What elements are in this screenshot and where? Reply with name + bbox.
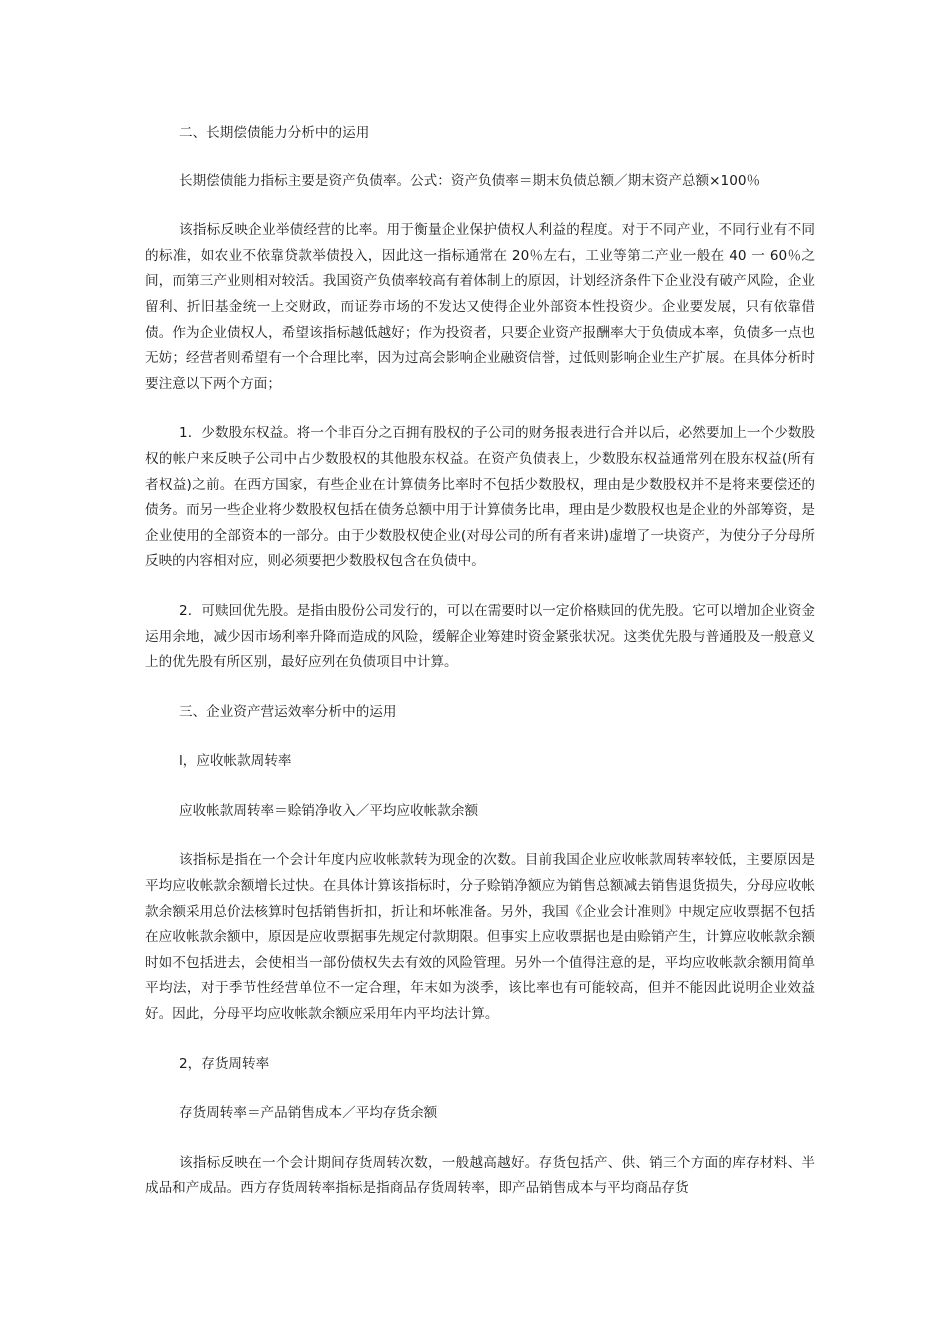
section-2-description-paragraph: 该指标反映企业举债经营的比率。用于衡量企业保护债权人利益的程度。对于不同产业，不同行业有不同的标准，如农业不依靠贷款举债投入，因此这一指标通常在 20％左右，工业等第二产业一般在 40 一 60％之间，而第三产业则相对较活。我国资产负债率较高有着体制上的原因，计划经济条件下企业没有破产风险，企业留利、折旧基金统一上交财政，而证券市场的不发达又使得企业外部资本性投资少。企业要发展，只有依靠借债。作为企业债权人，希望该指标越低越好；作为投资者，只要企业资产报酬率大于负债成本率，负债多一点也无妨；经营者则希望有一个合理比率，因为过高会影响企业融资信誉，过低则影响企业生产扩展。在具体分析时要注意以下两个方面； xyxy=(145,222,815,392)
document-page xyxy=(145,121,815,1202)
receivables-turnover-title: l，应收帐款周转率 xyxy=(179,753,292,770)
redeemable-preferred-paragraph: 2．可赎回优先股。是指由股份公司发行的，可以在需要时以一定价格赎回的优先股。它可以增加企业资金运用余地，减少因市场利率升降而造成的风险，缓解企业筹建时资金紧张状况。这类优先股与普通股及一般意义上的优先股有所区别，最好应列在负债项目中计算。 xyxy=(145,602,815,671)
inventory-turnover-formula: 存货周转率＝产品销售成本／平均存货余额 xyxy=(179,1105,438,1122)
receivables-turnover-paragraph: 该指标是指在一个会计年度内应收帐款转为现金的次数。目前我国企业应收帐款周转率较低，主要原因是平均应收帐款余额增长过快。在具体计算该指标时，分子赊销净额应为销售总额减去销售退货损失，分母应收帐款余额采用总价法核算时包括销售折扣，折让和坏帐准备。另外，我国《企业会计准则》中规定应收票据不包括在应收帐款余额中，原因是应收票据事先规定付款期限。但事实上应收票据也是由赊销产生，计算应收帐款余额时如不包括进去，会使相当一部份债权失去有效的风险管理。另外一个值得注意的是，平均应收帐款余额用简单平均法，对于季节性经营单位不一定合理，年末如为淡季，该比率也有可能较高，但并不能因此说明企业效益好。因此，分母平均应收帐款余额应采用年内平均法计算。 xyxy=(145,852,815,1023)
inventory-turnover-title: 2，存货周转率 xyxy=(179,1055,270,1072)
receivables-turnover-formula: 应收帐款周转率＝赊销净收入／平均应收帐款余额 xyxy=(179,802,479,819)
inventory-turnover-paragraph: 该指标反映在一个会计期间存货周转次数，一般越高越好。存货包括产、供、销三个方面的库存材料、半成品和产成品。西方存货周转率指标是指商品存货周转率，即产品销售成本与平均商品存货 xyxy=(145,1154,815,1197)
minority-interest-paragraph: 1．少数股东权益。将一个非百分之百拥有股权的子公司的财务报表进行合并以后，必然要加上一个少数股权的帐户来反映子公司中占少数股权的其他股东权益。在资产负债表上，少数股东权益通常列在股东权益(所有者权益)之前。在西方国家，有些企业在计算债务比率时不包括少数股权，理由是少数股权并不是将来要偿还的债务。而另一些企业将少数股权包括在债务总额中用于计算债务比串，理由是少数股权也是企业的外部筹资，是企业使用的全部资本的一部分。由于少数股权使企业(对母公司的所有者来讲)虚增了一块资产，为使分子分母所反映的内容相对应，则必须要把少数股权包含在负债中。 xyxy=(145,425,815,570)
section-2-formula-paragraph: 长期偿债能力指标主要是资产负债率。公式：资产负债率＝期末负债总额／期末资产总额×100％ xyxy=(179,172,761,189)
section-3-heading: 三、企业资产营运效率分析中的运用 xyxy=(179,703,397,720)
section-2-heading: 二、长期偿债能力分析中的运用 xyxy=(179,125,370,141)
